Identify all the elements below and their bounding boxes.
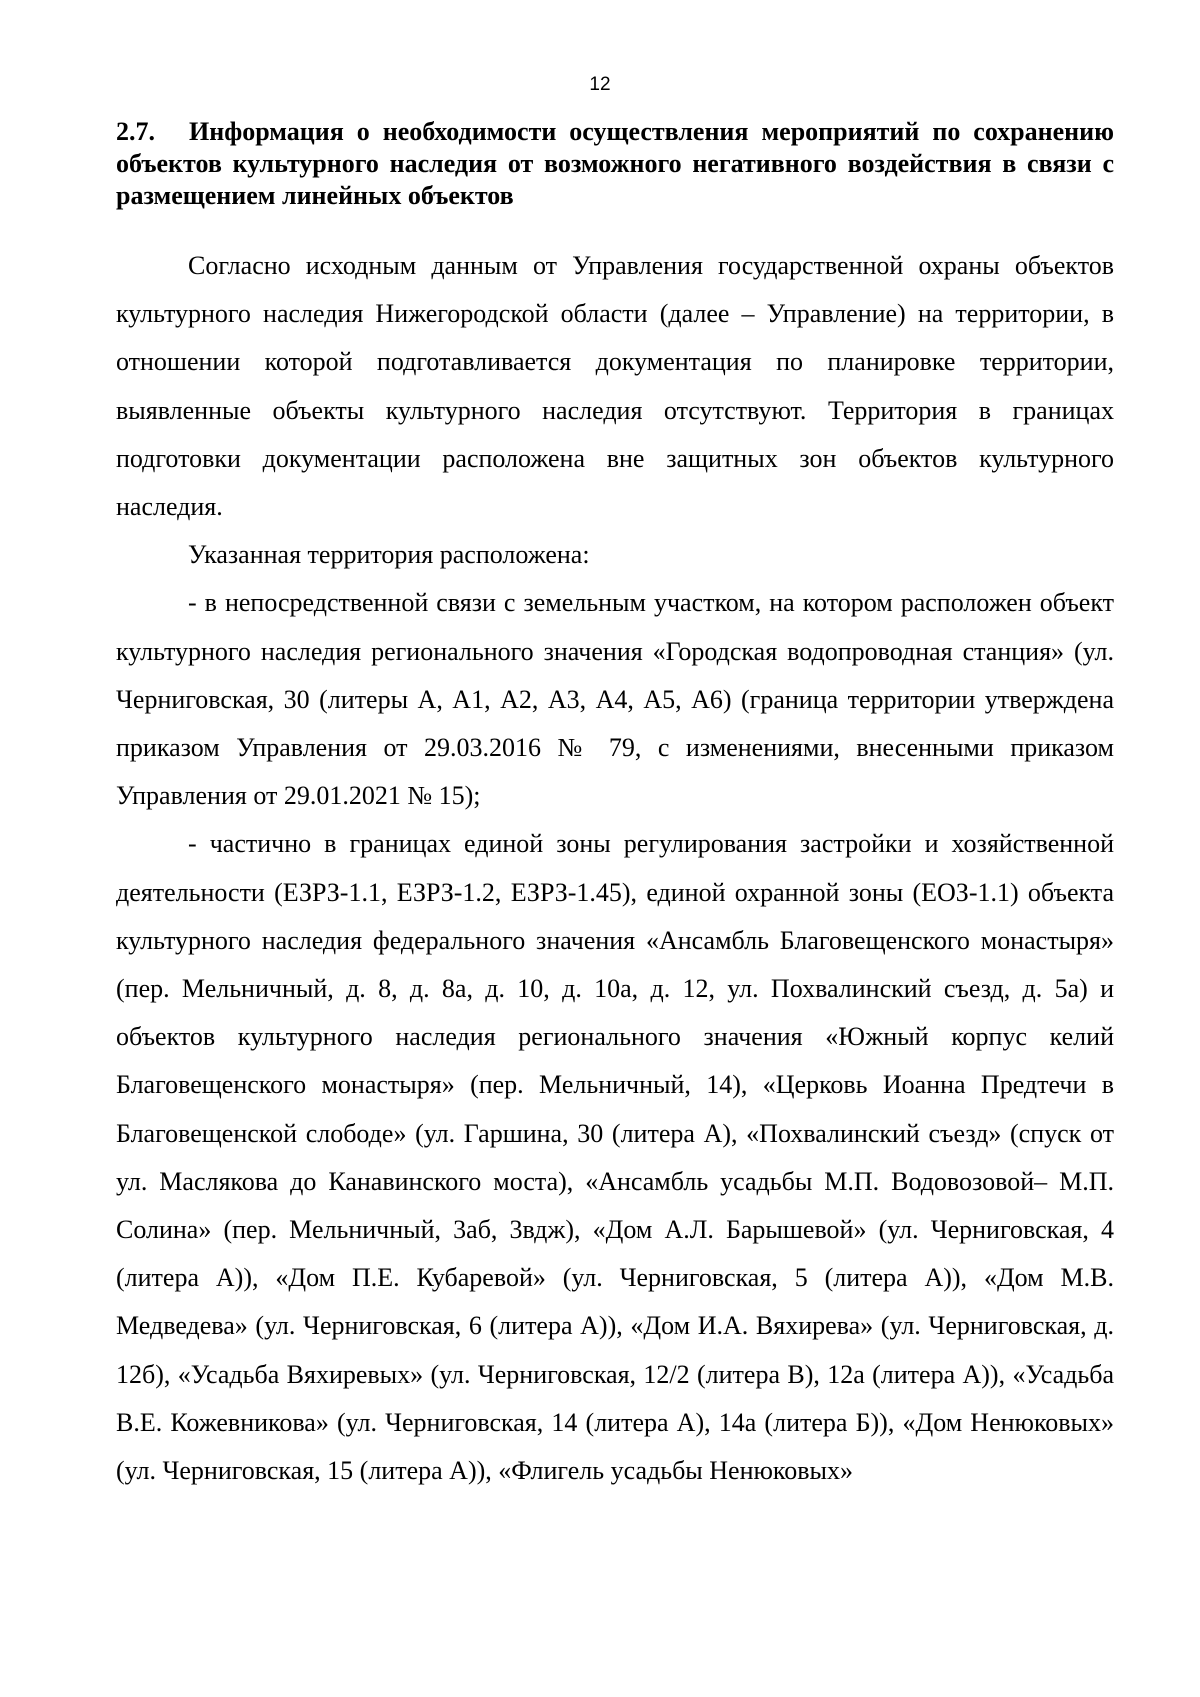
section-number: 2.7.: [116, 117, 155, 146]
page-content: [116, 116, 1114, 1495]
page-number: 12: [589, 74, 611, 95]
section-heading: [116, 116, 1114, 212]
paragraph-protection-zones: - частично в границах единой зоны регулирования застройки и хозяйственной деятельности (ЕЗРЗ-1.1, ЕЗРЗ-1.2, ЕЗРЗ-1.45), единой охранной зоны (ЕОЗ-1.1) объекта культурного наследия федерального значения «Ансамбль Благовещенского монастыря» (пер. Мельничный, д. 8, д. 8а, д. 10, д. 10а, д. 12, ул. Похвалинский съезд, д. 5а) и объектов культурного наследия регионального значения «Южный корпус келий Благовещенского монастыря» (пер. Мельничный, 14), «Церковь Иоанна Предтечи в Благовещенской слободе» (ул. Гаршина, 30 (литера А), «Похвалинский съезд» (спуск от ул. Маслякова до Канавинского моста), «Ансамбль усадьбы М.П. Водовозовой– М.П. Солина» (пер. Мельничный, 3аб, 3вдж), «Дом А.Л. Барышевой» (ул. Черниговская, 4 (литера А)), «Дом П.Е. Кубаревой» (ул. Черниговская, 5 (литера А)), «Дом М.В. Медведева» (ул. Черниговская, 6 (литера А)), «Дом И.А. Вяхирева» (ул. Черниговская, д. 12б), «Усадьба Вяхиревых» (ул. Черниговская, 12/2 (литера В), 12а (литера А)), «Усадьба В.Е. Кожевникова» (ул. Черниговская, 14 (литера А), 14а (литера Б)), «Дом Ненюковых» (ул. Черниговская, 15 (литера А)), «Флигель усадьбы Ненюковых»: [116, 829, 1114, 1486]
paragraph-source-data: Согласно исходным данным от Управления государственной охраны объектов культурного наследия Нижегородской области (далее – Управление) на территории, в отношении которой подготавливается документация по планировке территории, выявленные объекты культурного наследия отсутствуют. Территория в границах подготовки документации расположена вне защитных зон объектов культурного наследия.: [116, 251, 1114, 522]
section-title: Информация о необходимости осуществления мероприятий по сохранению объектов культурного наследия от возможного негативного воздействия в связи с размещением линейных объектов: [116, 117, 1114, 210]
paragraph-territory-intro: Указанная территория расположена:: [188, 540, 590, 570]
paragraph-waterworks-station: - в непосредственной связи с земельным участком, на котором расположен объект культурного наследия регионального значения «Городская водопроводная станция» (ул. Черниговская, 30 (литеры А, А1, А2, А3, А4, А5, А6) (граница территории утверждена приказом Управления от 29.03.2016 № 79, с изменениями, внесенными приказом Управления от 29.01.2021 № 15);: [116, 588, 1114, 811]
